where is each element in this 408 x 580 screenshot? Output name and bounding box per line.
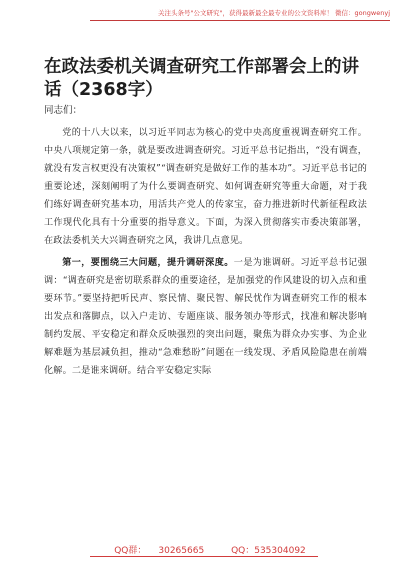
footer-divider (90, 556, 318, 557)
qq-contact (231, 546, 306, 556)
header-banner: 关注头条号"公文研究"，获得最新最全最专业的公文资料库！ 微信：gongwenyj (90, 8, 390, 21)
qq-group-label: QQ群： (114, 546, 147, 556)
qq-label: QQ： (231, 546, 255, 556)
section-body: 一是为谁调研。习近平总书记强调：“调查研究是密切联系群众的重要途径，是加强党的作风建设的切入点和重要环节。”要坚持把听民声、察民情、聚民智、解民忧作为调查研究工作的根本出发点和落脚点，以入户走访、专题座谈、服务领办等形式，找准和解决影响制约发展、平安稳定和群众反映强烈的突出问题，聚焦为群众办实事、为企业解难题为基层减负担，推动“急难愁盼”问题在一线发现、矛盾风险隐患在前端化解。二是谁来调研。结合平安稳定实际 (44, 258, 367, 376)
qq-number: 535304092 (254, 546, 306, 556)
greeting: 同志们： (44, 105, 83, 116)
qq-group-number: 30265665 (158, 546, 205, 556)
page-title: 在政法委机关调查研究工作部署会上的讲话（2368字） (44, 57, 359, 100)
paragraph-section-one (44, 254, 367, 380)
document-body (44, 124, 367, 380)
footer-contact (0, 543, 408, 556)
paragraph-intro: 党的十八大以来，以习近平同志为核心的党中央高度重视调查研究工作。中央八项规定第一条，就是要改进调查研究。习近平总书记指出，“没有调查，就没有发言权更没有决策权”“调查研究是做好工作的基本功”。习近平总书记的重要论述，深刻阐明了为什么要调查研究、如何调查研究等重大命题，对于我们练好调查研究基本功，用活共产党人的传家宝，奋力推进新时代新征程政法工作现代化具有十分重要的指导意义。下面，为深入贯彻落实市委决策部署，在政法委机关大兴调查研究之风，我讲几点意见。 (44, 128, 367, 246)
section-heading: 第一，要围绕三大问题，提升调研深度。 (62, 258, 234, 268)
qq-group (102, 546, 204, 556)
